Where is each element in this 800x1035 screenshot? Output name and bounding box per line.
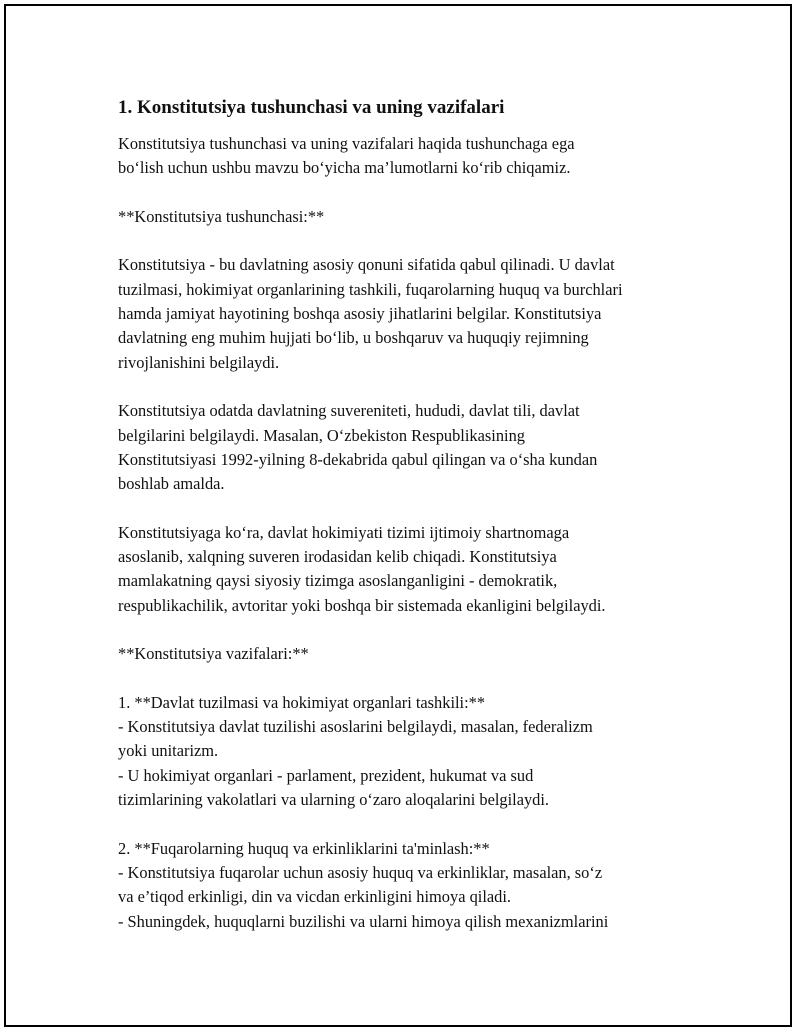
concept-paragraph-2: Konstitutsiya odatda davlatning suvereniteti, hududi, davlat tili, davlat belgilarini belgilaydi. Masalan, O‘zbekiston Respublikasining Konstitutsiyasi 1992-yilning 8-dekabrida qabul qilingan va o‘sha kundan boshlab amalda. [118, 401, 598, 494]
document-body [118, 96, 718, 934]
section-heading-concept: **Konstitutsiya tushunchasi:** [118, 206, 325, 226]
function-item-2: 2. **Fuqarolarning huquq va erkinliklarini ta'minlash:** - Konstitutsiya fuqarolar uchun asosiy huquq va erkinliklar, masalan, so‘z va e’tiqod erkinligi, din va vicdan erkinligini himoya qiladi. - Shuningdek, huquqlarni buzilishi va ularni himoya qilish mexanizmlarini [118, 838, 609, 931]
section-heading-functions: **Konstitutsiya vazifalari:** [118, 644, 309, 664]
concept-paragraph-3: Konstitutsiyaga ko‘ra, davlat hokimiyati tizimi ijtimoiy shartnomaga asoslanib, xalqning suveren irodasidan kelib chiqadi. Konstitutsiya mamlakatning qaysi siyosiy tizimga asoslanganligini - demokratik, respublikachilik, avtoritar yoki boshqa bir sistemada ekanligini belgilaydi. [118, 522, 606, 615]
intro-paragraph: Konstitutsiya tushunchasi va uning vazifalari haqida tushunchaga ega bo‘lish uchun ushbu mavzu bo‘yicha ma’lumotlarni ko‘rib chiqamiz. [118, 134, 575, 178]
document-title: 1. Konstitutsiya tushunchasi va uning vazifalari [118, 97, 505, 118]
function-item-1: 1. **Davlat tuzilmasi va hokimiyat organlari tashkili:** - Konstitutsiya davlat tuzilishi asoslarini belgilaydi, masalan, federalizm yoki unitarizm. - U hokimiyat organlari - parlament, prezident, hukumat va sud tizimlarining vakolatlari va ularning o‘zaro aloqalarini belgilaydi. [118, 692, 593, 810]
concept-paragraph-1: Konstitutsiya - bu davlatning asosiy qonuni sifatida qabul qilinadi. U davlat tuzilmasi, hokimiyat organlarining tashkili, fuqarolarning huquq va burchlari hamda jamiyat hayotining boshqa asosiy jihatlarini belgilar. Konstitutsiya davlatning eng muhim hujjati bo‘lib, u boshqaruv va huquqiy rejimning rivojlanishini belgilaydi. [118, 255, 623, 372]
